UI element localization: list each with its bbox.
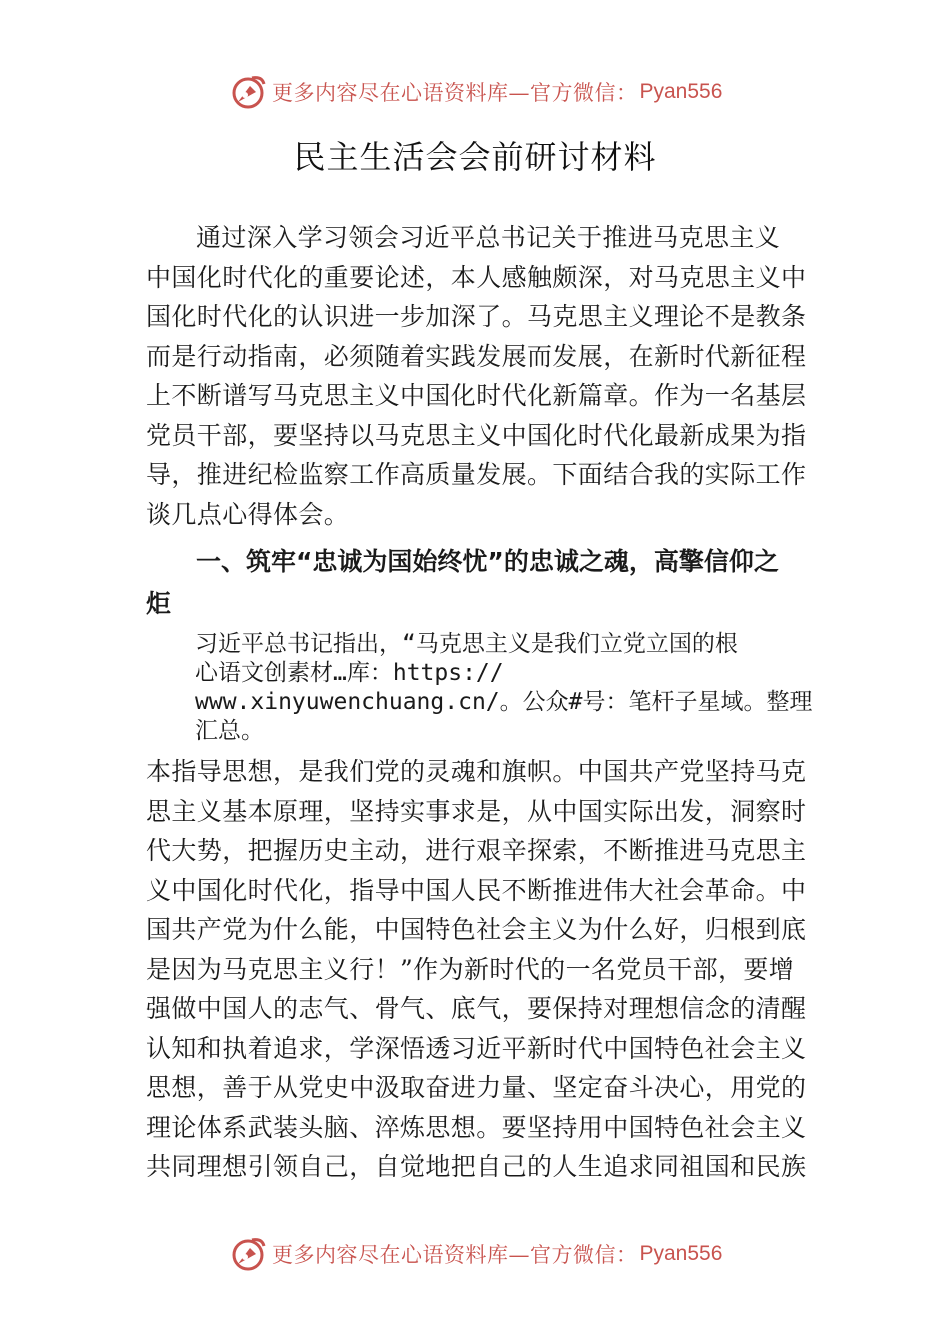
inserted-source-note: 习近平总书记指出，“马克思主义是我们立党立国的根 心语文创素材…库：https:// www.xinyuwenchuang.cn/。公众#号：笔杆子星域。整理 汇总。 bbox=[195, 631, 813, 744]
section-heading-1: 一、筑牢“忠诚为国始终忧”的忠诚之魂，高擎信仰之 炬 bbox=[146, 547, 779, 618]
brand-logo-icon bbox=[228, 72, 268, 112]
intro-paragraph-text: 通过深入学习领会习近平总书记关于推进马克思主义 中国化时代化的重要论述，本人感触颇深，对马克思主义中 国化时代化的认识进一步加深了。马克思主义理论不是教条 而是行动指南，必须随着实践发展而发展，在新时代新征程 上不断谱写马克思主义中国化时代化新篇章。作为一名基层 党员干部，要坚持以马克思主义中国化时代化最新成果为指 导，推进纪检监察工作高质量发展。下面结合我的实际工作 谈几点心得体会。 bbox=[146, 223, 807, 529]
banner-wechat-id: Pyan556 bbox=[639, 1242, 723, 1265]
banner-text: 更多内容尽在心语资料库—官方微信： bbox=[272, 1243, 638, 1267]
header-banner bbox=[228, 72, 722, 112]
footer-banner bbox=[228, 1234, 722, 1274]
body-paragraph: 本指导思想，是我们党的灵魂和旗帜。中国共产党坚持马克 思主义基本原理，坚持实事求是，从中国实际出发，洞察时 代大势，把握历史主动，进行艰辛探索，不断推进马克思主 义中国化时代化，指导中国人民不断推进伟大社会革命。中 国共产党为什么能，中国特色社会主义为什么好，归根到底 是因为马克思主义行！”作为新时代的一名党员干部，要增 强做中国人的志气、骨气、底气，要保持对理想信念的清醒 认知和执着追求，学深悟透习近平新时代中国特色社会主义 思想，善于从党史中汲取奋进力量、坚定奋斗决心，用党的 理论体系武装头脑、淬炼思想。要坚持用中国特色社会主义 共同理想引领自己，自觉地把自己的人生追求同祖国和民族 bbox=[146, 757, 807, 1181]
intro-paragraph bbox=[146, 218, 826, 534]
banner-text: 更多内容尽在心语资料库—官方微信： bbox=[272, 81, 638, 105]
document-title: 民主生活会会前研讨材料 bbox=[293, 138, 657, 176]
brand-logo-icon bbox=[228, 1234, 268, 1274]
banner-wechat-id: Pyan556 bbox=[639, 80, 723, 103]
